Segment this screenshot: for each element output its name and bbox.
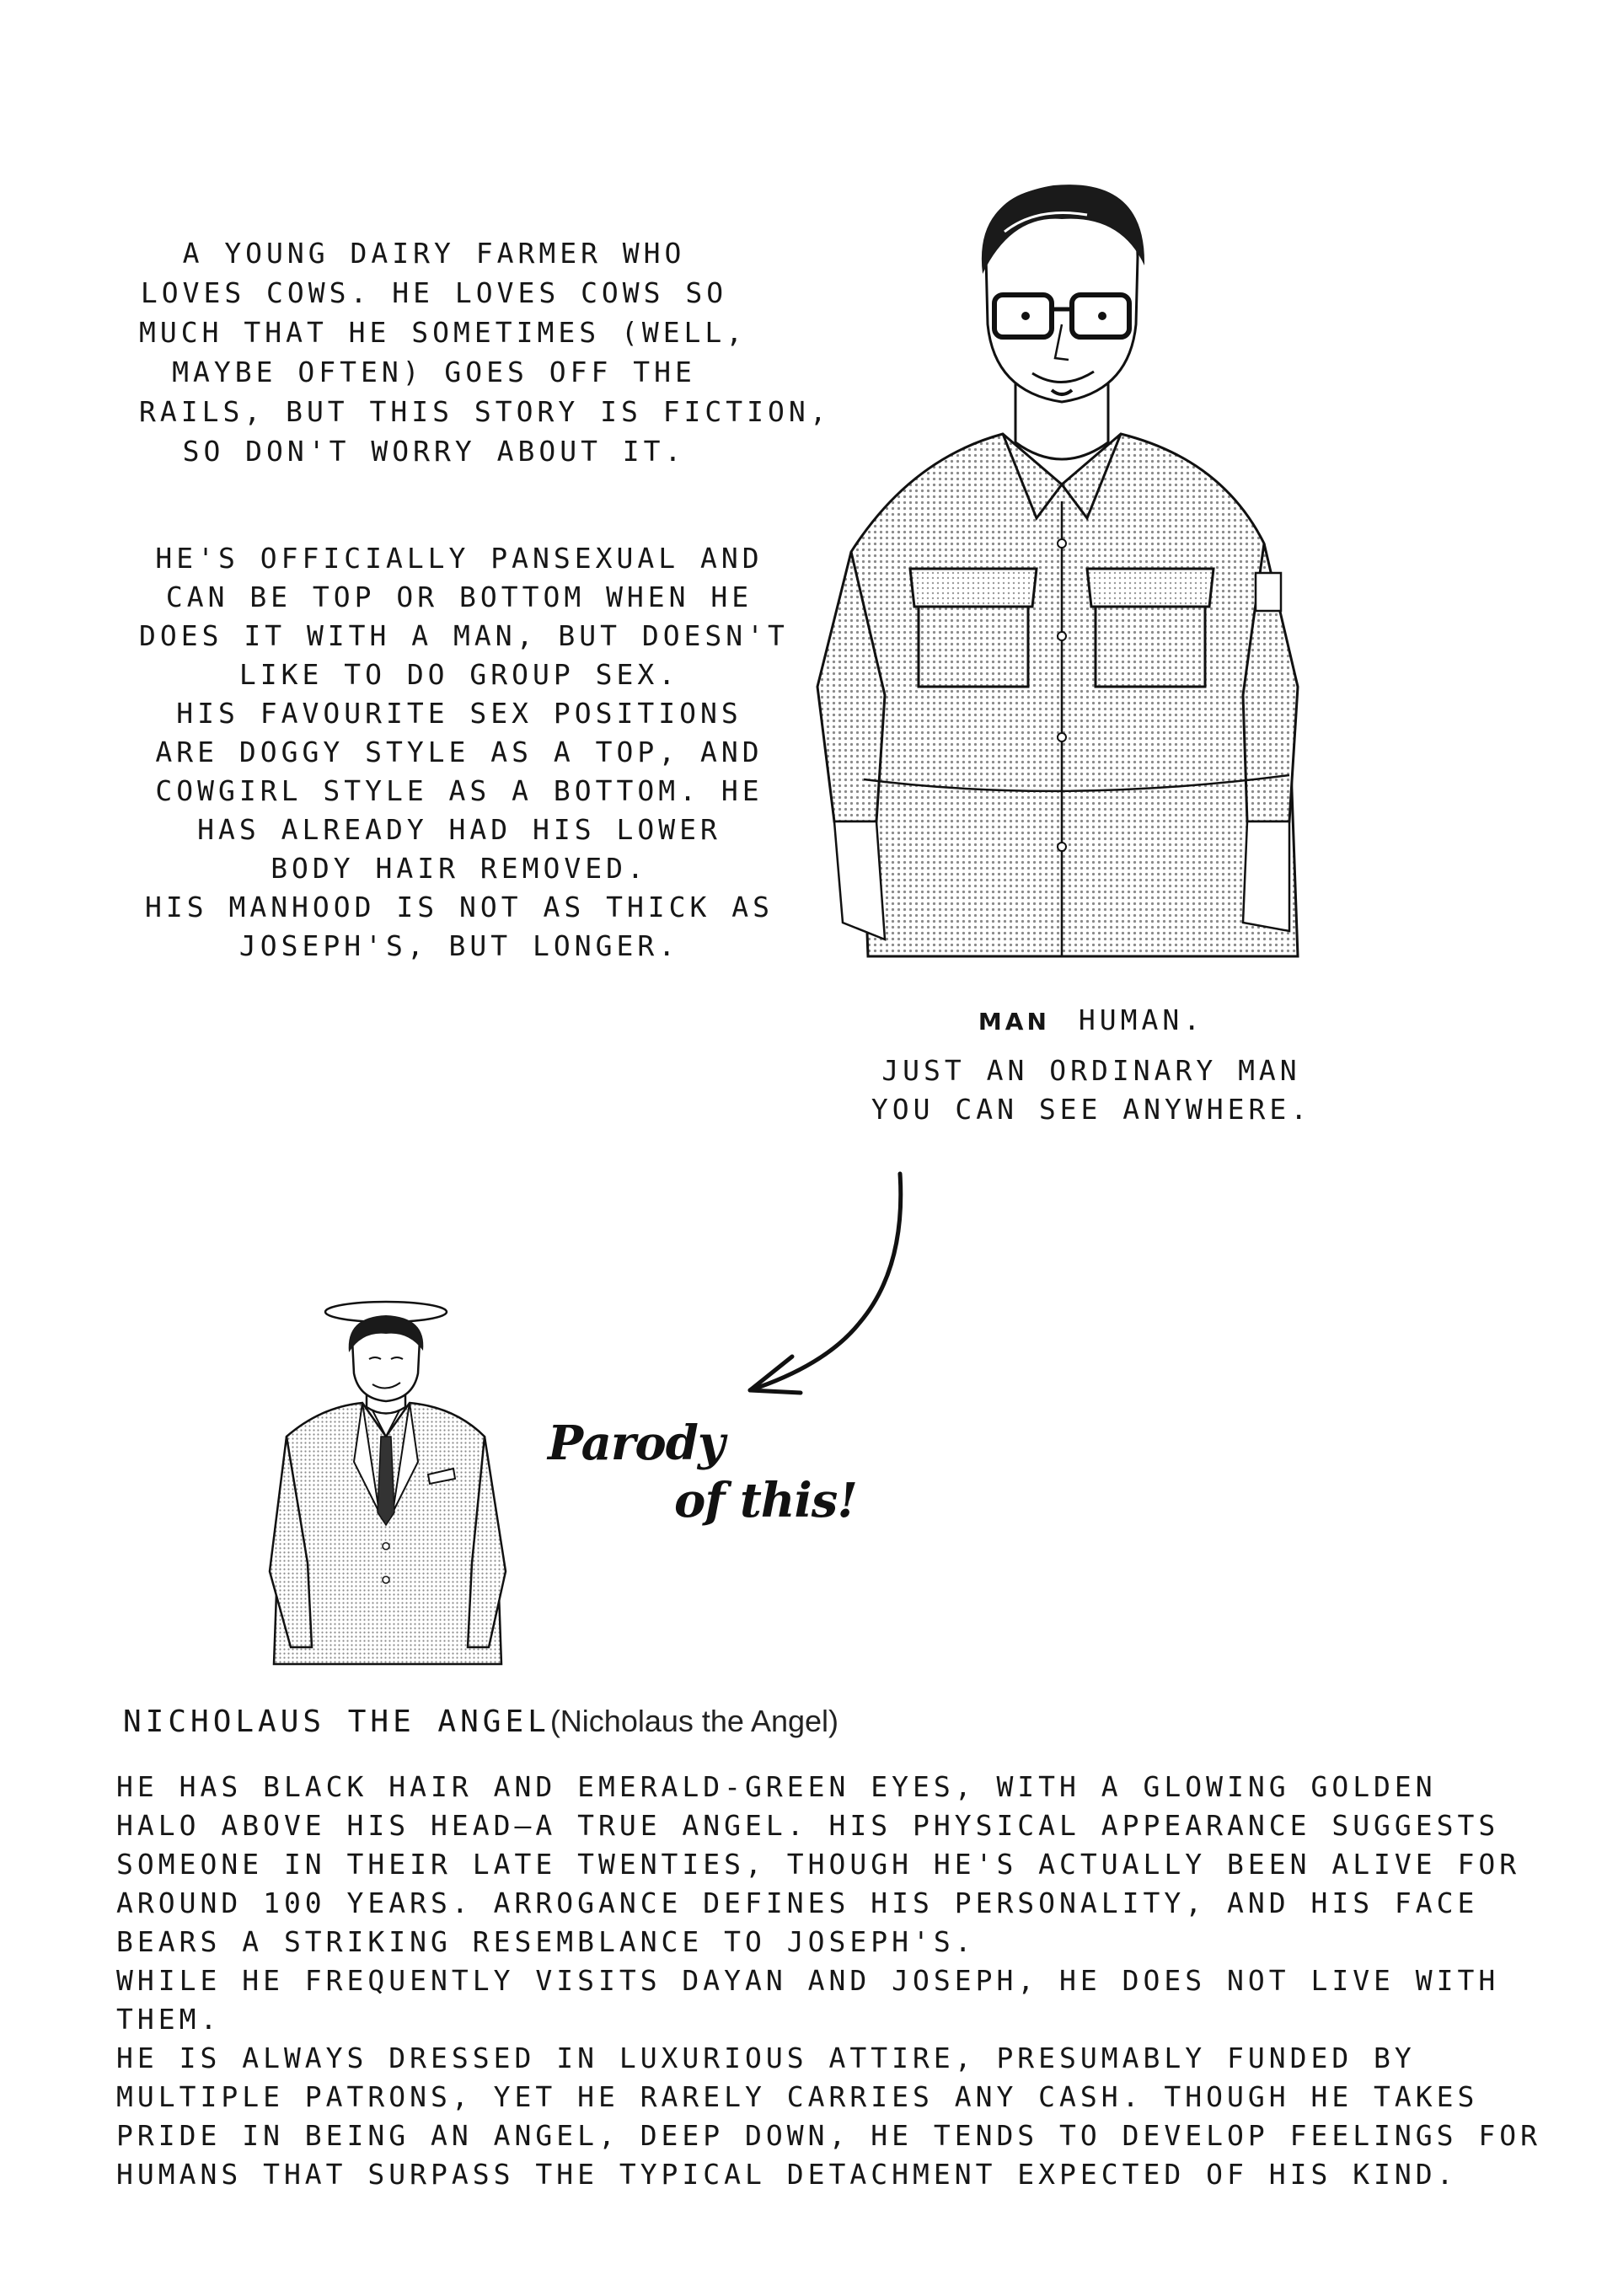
man-human-line: YOU CAN SEE ANYWHERE. bbox=[871, 1093, 1312, 1126]
traits-line: LIKE TO DO GROUP SEX. bbox=[238, 658, 680, 691]
traits-line: DOES IT WITH A MAN, BUT DOESN'T bbox=[139, 619, 789, 652]
parody-line-1: Parody bbox=[548, 1416, 725, 1471]
parody-callout bbox=[548, 1416, 902, 1559]
traits-line: HIS FAVOURITE SEX POSITIONS bbox=[176, 697, 742, 730]
traits-line: HAS ALREADY HAD HIS LOWER bbox=[197, 813, 721, 846]
desc-line: AROUND 100 YEARS. ARROGANCE DEFINES HIS PERSONALITY, AND HIS FACE bbox=[116, 1887, 1479, 1919]
desc-line: THEM. bbox=[116, 2003, 222, 2036]
traits-line: HIS MANHOOD IS NOT AS THICK AS bbox=[144, 891, 774, 923]
man-human-line: JUST AN ORDINARY MAN bbox=[881, 1054, 1301, 1087]
traits-line: CAN BE TOP OR BOTTOM WHEN HE bbox=[165, 581, 753, 613]
traits-line: JOSEPH'S, BUT LONGER. bbox=[238, 929, 680, 962]
desc-line: HALO ABOVE HIS HEAD—A TRUE ANGEL. HIS PHYSICAL APPEARANCE SUGGESTS bbox=[116, 1809, 1500, 1842]
desc-line: HE HAS BLACK HAIR AND EMERALD-GREEN EYES, WITH A GLOWING GOLDEN bbox=[116, 1770, 1437, 1803]
desc-line: HE IS ALWAYS DRESSED IN LUXURIOUS ATTIRE, PRESUMABLY FUNDED BY bbox=[116, 2042, 1416, 2074]
farmer-traits-text bbox=[139, 539, 789, 966]
man-human-heading bbox=[855, 1001, 1327, 1041]
farmer-illustration bbox=[784, 181, 1340, 973]
traits-line: BODY HAIR REMOVED. bbox=[271, 852, 648, 885]
bio-line: MUCH THAT HE SOMETIMES (WELL, bbox=[139, 316, 747, 349]
man-human-caption bbox=[855, 1001, 1327, 1129]
bio-line: MAYBE OFTEN) GOES OFF THE bbox=[172, 356, 696, 388]
bio-line: SO DON'T WORRY ABOUT IT. bbox=[182, 435, 686, 468]
bio-line: LOVES COWS. HE LOVES COWS SO bbox=[140, 276, 728, 309]
angel-name: NICHOLAUS THE ANGEL bbox=[123, 1705, 550, 1739]
desc-line: SOMEONE IN THEIR LATE TWENTIES, THOUGH HE'S ACTUALLY BEEN ALIVE FOR bbox=[116, 1848, 1521, 1881]
angel-name-sub: (Nicholaus the Angel) bbox=[549, 1704, 839, 1738]
angel-name-heading bbox=[123, 1704, 838, 1739]
farmer-bio-text bbox=[139, 233, 831, 471]
desc-line: HUMANS THAT SURPASS THE TYPICAL DETACHMENT EXPECTED OF HIS KIND. bbox=[116, 2158, 1458, 2191]
desc-line: WHILE HE FREQUENTLY VISITS DAYAN AND JOSEPH, HE DOES NOT LIVE WITH bbox=[116, 1964, 1500, 1997]
angel-description bbox=[116, 1768, 1566, 2194]
angel-illustration bbox=[253, 1293, 531, 1668]
desc-line: BEARS A STRIKING RESEMBLANCE TO JOSEPH'S. bbox=[116, 1925, 976, 1958]
traits-line: ARE DOGGY STYLE AS A TOP, AND bbox=[155, 736, 763, 768]
man-label: MAN bbox=[978, 1008, 1050, 1036]
traits-line: HE'S OFFICIALLY PANSEXUAL AND bbox=[155, 542, 763, 575]
curved-arrow-icon bbox=[725, 1167, 927, 1411]
bio-line: A YOUNG DAIRY FARMER WHO bbox=[182, 237, 686, 270]
human-title: HUMAN. bbox=[1078, 1003, 1205, 1036]
desc-line: MULTIPLE PATRONS, YET HE RARELY CARRIES ANY CASH. THOUGH HE TAKES bbox=[116, 2080, 1479, 2113]
traits-line: COWGIRL STYLE AS A BOTTOM. HE bbox=[155, 774, 763, 807]
parody-line-2: of this! bbox=[674, 1473, 857, 1528]
desc-line: PRIDE IN BEING AN ANGEL, DEEP DOWN, HE TENDS TO DEVELOP FEELINGS FOR bbox=[116, 2119, 1542, 2152]
bio-line: RAILS, BUT THIS STORY IS FICTION, bbox=[139, 395, 831, 428]
